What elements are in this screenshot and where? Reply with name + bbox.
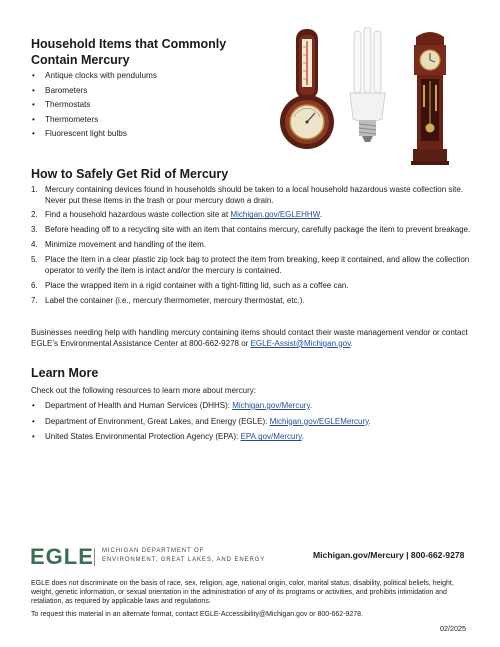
section-title-learn-more: Learn More	[31, 366, 99, 380]
step-number: 3.	[31, 225, 38, 235]
step-text: Minimize movement and handling of the item.	[45, 240, 206, 250]
resource-end: .	[301, 432, 304, 442]
step-number: 4.	[31, 240, 38, 250]
list-item: • Barometers	[31, 84, 271, 99]
list-item	[31, 432, 461, 443]
resource-text: United States Environmental Protection Agency (EPA):	[45, 432, 241, 442]
egle-logo	[30, 545, 290, 569]
list-item	[31, 240, 471, 251]
logo-divider	[94, 548, 95, 566]
resource-end: .	[368, 416, 371, 426]
business-text-end: .	[350, 338, 353, 348]
barometer-icon	[280, 29, 334, 149]
list-item	[31, 210, 471, 221]
step-text: Mercury containing devices found in households should be taken to a local household hazardous waste collection site. Never put these items in the trash or pour mercury down a drain.	[45, 185, 464, 205]
egle-mercury-link[interactable]: Michigan.gov/EGLEMercury	[269, 416, 369, 426]
list-item	[31, 225, 471, 236]
list-item	[31, 255, 471, 276]
step-text: Place the item in a clear plastic zip lock bag to protect the item from breaking, keep it contained, and allow the collection operator to verify the item is intact and/or the mercury is contained.	[45, 255, 470, 275]
resources-list	[31, 401, 461, 448]
list-item	[31, 417, 461, 428]
step-text: Label the container (i.e., mercury thermometer, mercury thermostat, etc.).	[45, 295, 305, 305]
dhhs-mercury-link[interactable]: Michigan.gov/Mercury	[232, 401, 310, 410]
hhw-link[interactable]: Michigan.gov/EGLEHHW	[230, 210, 320, 220]
step-text: Place the wrapped item in a rigid container with a tight-fitting lid, such as a coffee can.	[45, 280, 349, 290]
items-illustration-svg	[280, 27, 455, 167]
publication-date: 02/2025	[440, 624, 466, 633]
resource-text: Department of Environment, Great Lakes, and Energy (EGLE):	[45, 416, 270, 426]
step-number: 5.	[31, 255, 38, 265]
egle-assist-link[interactable]: EGLE-Assist@Michigan.gov	[250, 338, 351, 348]
step-number: 6.	[31, 280, 38, 290]
list-item: • Thermometers	[31, 113, 271, 128]
section-title-safe-disposal: How to Safely Get Rid of Mercury	[31, 167, 229, 181]
list-item	[31, 296, 471, 307]
resource-text: Department of Health and Human Services (DHHS):	[45, 401, 233, 410]
business-paragraph	[31, 328, 476, 349]
business-text: Businesses needing help with handling mercury containing items should contact their waste management vendor or contact EGLE’s Environmental Assistance Center at 800-662-9278 or	[31, 328, 468, 348]
grandfather-clock-icon	[411, 32, 449, 165]
resource-end: .	[309, 401, 313, 410]
dept-line-1: MICHIGAN DEPARTMENT OF	[102, 548, 205, 554]
step-text-end: .	[319, 210, 323, 220]
list-item: • Fluorescent light bulbs	[31, 127, 271, 142]
household-items-list	[31, 69, 271, 142]
dept-line-2: ENVIRONMENT, GREAT LAKES, AND ENERGY	[102, 557, 266, 563]
list-item	[31, 401, 461, 412]
list-item	[31, 281, 471, 292]
step-number: 1.	[31, 185, 38, 194]
title-line-2: Contain Mercury	[31, 53, 130, 67]
alternate-format-note: To request this material in an alternate format, contact EGLE-Accessibility@Michigan.gov or 800-662-9278.	[31, 611, 363, 618]
step-text: Before heading off to a recycling site with an item that contains mercury, carefully package the item to prevent breakage.	[45, 225, 471, 235]
section-title-household-items	[31, 36, 261, 68]
items-illustration	[280, 27, 455, 167]
disposal-steps-list	[31, 185, 471, 310]
list-item: • Antique clocks with pendulums	[31, 69, 271, 84]
fluorescent-bulb-icon	[350, 27, 385, 142]
step-number: 7.	[31, 295, 38, 305]
non-discrimination-disclaimer: EGLE does not discriminate on the basis of race, sex, religion, age, national origin, color, marital status, disability, political beliefs, height, weight, genetic information, or sexual orientation in the administration of any of its programs or activities, and prohibits intimidation and retaliation, as required by applicable laws and regulations.	[31, 580, 454, 606]
title-line-1: Household Items that Commonly	[31, 37, 227, 51]
list-item: • Thermostats	[31, 98, 271, 113]
step-number: 2.	[31, 210, 38, 220]
list-item	[31, 185, 471, 206]
step-text: Find a household hazardous waste collection site at	[45, 210, 231, 220]
egle-logo-word: EGLE	[30, 544, 94, 569]
contact-line: Michigan.gov/Mercury | 800-662-9278	[313, 550, 465, 560]
epa-mercury-link[interactable]: EPA.gov/Mercury	[240, 432, 302, 442]
learn-more-intro: Check out the following resources to learn more about mercury:	[31, 386, 256, 395]
